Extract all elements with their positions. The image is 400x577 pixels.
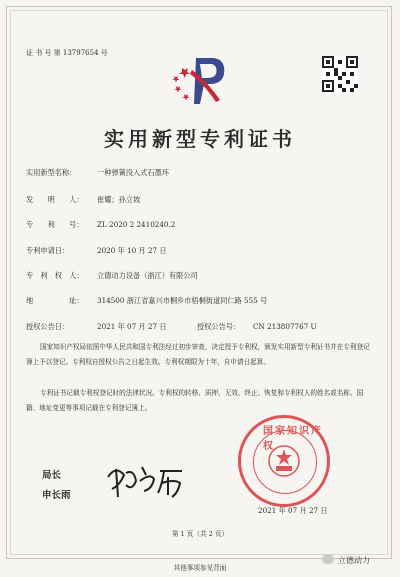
field-label-grant-no: 授权公告号： bbox=[197, 322, 241, 331]
field-value-patentee: 立德动力设备（浙江）有限公司 bbox=[97, 271, 198, 280]
field-label-filing-date: 专利申请日： bbox=[26, 246, 70, 255]
field-value-grant-date: 2021 年 07 月 27 日 bbox=[97, 322, 167, 331]
field-value-address: 314500 浙江省嘉兴市桐乡市梧桐街道同仁路 555 号 bbox=[97, 296, 268, 305]
cnipa-logo-icon bbox=[170, 50, 230, 108]
field-value-filing-date: 2020 年 10 月 27 日 bbox=[97, 246, 167, 255]
certificate-number: 证 书 号 第 13797654 号 bbox=[26, 49, 108, 57]
qr-code bbox=[322, 56, 358, 92]
grant-statement-paragraph: 国家知识产权局依照中华人民共和国专利法经过初步审查，决定授予专利权，颁发实用新型专利证书并在专利登记簿上予以登记。专利权自授权公告之日起生效。专利权期限为十年，自申请日起算。 bbox=[26, 343, 370, 366]
field-label-name: 实用新型名称： bbox=[26, 168, 77, 177]
legal-status-paragraph: 专利证书记载专利权登记时的法律状况。专利权的转移、质押、无效、终止、恢复和专利权人的姓名或名称、国籍、地址变更等事项记载在专利登记簿上。 bbox=[26, 389, 364, 412]
field-label-address: 地 址： bbox=[26, 296, 84, 305]
handwritten-signature-icon bbox=[102, 455, 188, 505]
wechat-account-watermark: 立德动力 bbox=[338, 556, 370, 565]
field-label-inventor: 发 明 人： bbox=[26, 195, 84, 204]
signer-name: 申长雨 bbox=[42, 490, 71, 501]
field-label-patentee: 专 利 权 人： bbox=[26, 271, 84, 280]
stamp-date: 2021 年 07 月 27 日 bbox=[258, 506, 328, 515]
certificate-title: 实用新型专利证书 bbox=[104, 127, 296, 151]
wechat-icon bbox=[322, 554, 334, 564]
field-value-name: 一种弹簧没入式石墨环 bbox=[97, 168, 169, 177]
page-indicator: 第 1 页（共 2 页） bbox=[171, 530, 229, 538]
field-label-grant-date: 授权公告日： bbox=[26, 322, 70, 331]
field-value-inventor: 崔耀；孙立坡 bbox=[97, 195, 141, 204]
field-label-patent-no: 专 利 号： bbox=[26, 220, 84, 229]
signer-title: 局长 bbox=[42, 470, 62, 481]
field-value-patent-no: ZL 2020 2 2410240.2 bbox=[97, 220, 176, 229]
official-seal: 国家知识产权 bbox=[238, 415, 330, 507]
footer-note: 其他事项参见背面 bbox=[173, 564, 227, 572]
field-value-grant-no: CN 213807767 U bbox=[253, 322, 317, 331]
